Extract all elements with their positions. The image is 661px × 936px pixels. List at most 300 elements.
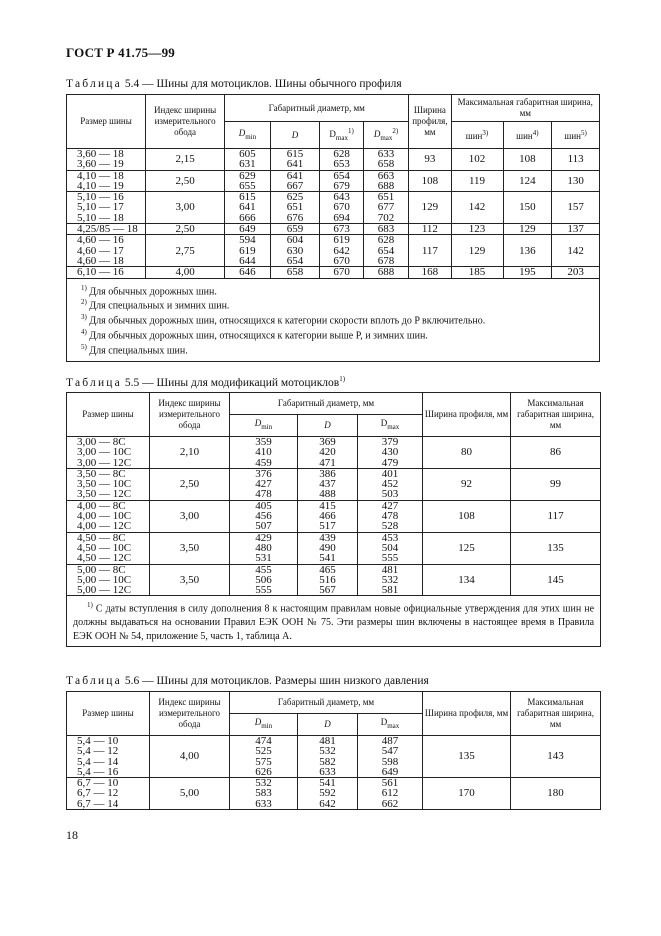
col-diameter: Габаритный диаметр, мм [225, 95, 409, 122]
cell-dmin [230, 468, 298, 500]
cell-dmax-line: 430 [381, 446, 399, 459]
cell-size-line: 5,4 — 12 [77, 745, 119, 758]
table-5-4-caption: Таблица 5.4 — Шины для мотоциклов. Шины обычного профиля [66, 78, 402, 90]
note-2: $^{2)}$ Для специальных и зимних шин. [81, 298, 230, 312]
cell-dmax [358, 437, 423, 469]
cell-dmax2-line: 663 [377, 169, 395, 182]
table-row [67, 778, 601, 810]
cell-size-line: 4,50 — 12С [77, 552, 132, 565]
cell-size-line: 4,10 — 18 [77, 169, 124, 182]
note-5: $^{5)}$ Для специальных шин. [81, 342, 188, 357]
cell-rim: 3,50 [150, 532, 230, 564]
cell-dmax1-line: 670 [333, 266, 350, 279]
col-tire3: шин$^{3)}$ [451, 122, 503, 149]
cell-width: 93 [409, 149, 451, 171]
cell-size [67, 778, 150, 810]
cell-dmin-line: 633 [255, 797, 272, 810]
cell-size-line: 5,4 — 14 [77, 755, 119, 768]
cell-dmin-line: 555 [255, 584, 272, 597]
table-row [67, 149, 600, 171]
cell-maxw: 135 [511, 532, 601, 564]
cell-dmax2-line: 658 [377, 158, 395, 171]
col-max-width: Максимальная габаритная ширина, мм [511, 393, 601, 437]
cell-size-line: 4,00 — 10С [77, 510, 132, 523]
cell-d-line: 517 [319, 520, 336, 533]
cell-d-line: 369 [319, 436, 336, 448]
cell-dmin [225, 224, 270, 235]
cell-size-line: 4,00 — 12С [77, 520, 132, 533]
cell-size-line: 3,00 — 8С [77, 436, 126, 448]
col-d: D [298, 415, 358, 437]
cell-dmax1-line: 670 [333, 201, 350, 214]
col-dmax2: $D_{max}^{2)}$ [363, 122, 408, 149]
cell-dmax-line: 479 [381, 456, 399, 469]
table-row [67, 500, 601, 532]
cell-dmin [225, 192, 270, 224]
cell-d [298, 468, 358, 500]
cell-width: 135 [423, 736, 511, 778]
cell-dmax2 [363, 192, 408, 224]
cell-dmax-line: 555 [381, 552, 399, 565]
cell-dmax2-line: 628 [377, 234, 395, 247]
col-max-width: Максимальная габаритная ширина, мм [451, 95, 599, 122]
cell-d-line: 386 [319, 467, 336, 480]
cell-dmin-line: 666 [239, 211, 256, 224]
cell-d [298, 564, 358, 596]
cell-width: 117 [409, 235, 451, 267]
cell-size-line: 6,7 — 10 [77, 777, 119, 790]
cell-width: 168 [409, 267, 451, 278]
col-d: D [270, 122, 320, 149]
cell-size-line: 3,50 — 10С [77, 478, 132, 491]
document-header: ГОСТ Р 41.75—99 [66, 45, 175, 60]
cell-w4: 136 [503, 235, 552, 267]
cell-dmin-line: 506 [255, 573, 272, 586]
cell-dmax2-line: 678 [377, 254, 395, 267]
cell-d-line: 592 [319, 787, 336, 800]
cell-width: 112 [409, 224, 451, 235]
col-dmax: $D_{max}$ [358, 714, 423, 736]
cell-size-line: 5,4 — 16 [77, 765, 119, 778]
col-rim: Индекс ширины измерительного обода [150, 393, 230, 437]
cell-size [67, 170, 146, 192]
cell-dmax2-line: 688 [377, 266, 395, 279]
col-size: Размер шины [67, 393, 150, 437]
cell-d-line: 488 [319, 488, 336, 501]
note-4: $^{4)}$ Для обычных дорожных шин, относящихся к категории выше P, и зимних шин. [81, 328, 428, 342]
cell-dmax2-line: 633 [377, 148, 395, 160]
cell-rim: 5,00 [150, 778, 230, 810]
cell-w4: 108 [503, 149, 552, 171]
cell-size-line: 4,50 — 10С [77, 541, 132, 554]
cell-d-line: 439 [319, 531, 336, 544]
cell-dmin-line: 376 [255, 467, 272, 480]
cell-d [270, 267, 320, 278]
cell-dmax-line: 453 [381, 531, 399, 544]
cell-size-line: 5,4 — 10 [77, 735, 119, 747]
note-3: $^{3)}$ Для обычных дорожных шин, относящихся к категории скорости вплоть до P включительно. [81, 313, 486, 327]
cell-dmax [358, 532, 423, 564]
cell-w5: 113 [552, 149, 600, 171]
cell-dmin-line: 525 [255, 745, 272, 758]
cell-rim: 2,50 [146, 224, 225, 235]
cell-d-line: 582 [319, 755, 336, 768]
cell-dmax-line: 452 [381, 478, 399, 491]
cell-size-line: 5,00 — 10С [77, 573, 132, 586]
cell-d [270, 224, 320, 235]
cell-dmin-line: 594 [239, 234, 256, 247]
cell-size [67, 235, 146, 267]
cell-size-line: 5,00 — 12С [77, 584, 132, 597]
cell-size-line: 6,7 — 12 [77, 787, 119, 800]
cell-rim: 2,10 [150, 437, 230, 469]
cell-d-line: 420 [319, 446, 336, 459]
cell-d-line: 667 [286, 179, 304, 192]
cell-size-line: 5,10 — 17 [77, 201, 124, 214]
cell-size-line: 4,10 — 19 [77, 179, 124, 192]
cell-size-line: 4,50 — 8С [77, 531, 126, 544]
cell-dmax-line: 481 [381, 563, 399, 576]
cell-d [298, 532, 358, 564]
cell-size-line: 4,60 — 17 [77, 244, 124, 257]
cell-d [270, 149, 320, 171]
cell-d-line: 466 [319, 510, 336, 523]
cell-dmax1-line: 619 [333, 234, 350, 247]
cell-size-line: 5,00 — 8С [77, 563, 126, 576]
cell-d-line: 630 [286, 244, 304, 257]
cell-size [67, 267, 146, 278]
cell-dmax1 [320, 192, 363, 224]
cell-d-line: 615 [286, 148, 304, 160]
cell-rim: 3,00 [146, 192, 225, 224]
cell-size-line: 4,00 — 8С [77, 499, 126, 512]
cell-dmax2-line: 702 [377, 211, 395, 224]
cell-size-line: 5,10 — 18 [77, 211, 124, 224]
cell-d [298, 500, 358, 532]
cell-dmax2-line: 677 [377, 201, 395, 214]
cell-size-line: 3,50 — 8С [77, 467, 126, 480]
col-diameter: Габаритный диаметр, мм [230, 692, 423, 714]
col-tire5: шин$^{5)}$ [552, 122, 600, 149]
cell-dmin-line: 459 [255, 456, 272, 469]
cell-width: 125 [423, 532, 511, 564]
cell-size-line: 3,60 — 19 [77, 158, 124, 171]
cell-d-line: 641 [286, 169, 304, 182]
cell-d-line: 642 [319, 797, 336, 810]
cell-dmax2-line: 688 [377, 179, 395, 192]
cell-size-line: 3,00 — 10С [77, 446, 132, 459]
cell-rim: 3,00 [150, 500, 230, 532]
cell-d-line: 490 [319, 541, 336, 554]
cell-rim: 2,50 [146, 170, 225, 192]
cell-w5: 130 [552, 170, 600, 192]
cell-maxw: 143 [511, 736, 601, 778]
cell-dmax1-line: 653 [333, 158, 350, 171]
cell-w5: 203 [552, 267, 600, 278]
cell-d-line: 465 [319, 563, 336, 576]
cell-dmax [358, 778, 423, 810]
cell-width: 129 [409, 192, 451, 224]
col-dmin: $D_{min}$ [225, 122, 270, 149]
cell-dmin [230, 736, 298, 778]
cell-size [67, 500, 150, 532]
cell-dmin-line: 644 [239, 254, 256, 267]
cell-dmax1 [320, 224, 363, 235]
cell-dmax-line: 401 [381, 467, 399, 480]
cell-dmax-line: 598 [381, 755, 399, 768]
cell-dmax1 [320, 170, 363, 192]
col-dmin: $D_{min}$ [230, 415, 298, 437]
cell-dmin-line: 532 [255, 777, 272, 790]
cell-rim: 3,50 [150, 564, 230, 596]
cell-d-line: 541 [319, 777, 336, 790]
cell-size [67, 192, 146, 224]
cell-maxw: 117 [511, 500, 601, 532]
cell-d-line: 532 [319, 745, 336, 758]
col-width: Ширина профиля, мм [409, 95, 451, 149]
cell-w3: 102 [451, 149, 503, 171]
cell-size-line: 3,00 — 12С [77, 456, 132, 469]
cell-d-line: 604 [286, 234, 304, 247]
cell-d-line: 625 [286, 191, 304, 204]
cell-dmin-line: 575 [255, 755, 272, 768]
cell-dmax-line: 662 [381, 797, 399, 810]
cell-maxw: 180 [511, 778, 601, 810]
cell-d [270, 170, 320, 192]
cell-dmax-line: 379 [381, 436, 399, 448]
cell-maxw: 145 [511, 564, 601, 596]
cell-dmax2 [363, 170, 408, 192]
cell-w3: 185 [451, 267, 503, 278]
cell-dmin [230, 778, 298, 810]
cell-dmin-line: 507 [255, 520, 272, 533]
cell-dmax1 [320, 149, 363, 171]
cell-dmax1-line: 642 [333, 244, 350, 257]
cell-width: 80 [423, 437, 511, 469]
cell-dmax-line: 547 [381, 745, 399, 758]
cell-size-line: 6,10 — 16 [77, 266, 124, 279]
cell-size-line: 6,7 — 14 [77, 797, 119, 810]
cell-dmax [358, 468, 423, 500]
cell-dmax2-line: 654 [377, 244, 395, 257]
cell-d-line: 567 [319, 584, 336, 597]
cell-dmin-line: 429 [255, 531, 272, 544]
cell-rim: 4,00 [150, 736, 230, 778]
cell-dmin-line: 629 [239, 169, 256, 182]
cell-dmin [225, 149, 270, 171]
cell-width: 170 [423, 778, 511, 810]
cell-w5: 142 [552, 235, 600, 267]
cell-d-line: 658 [286, 266, 304, 279]
table-row [67, 224, 600, 235]
cell-dmax1 [320, 267, 363, 278]
col-rim: Индекс ширины измерительного обода [150, 692, 230, 736]
note-1: $^{1)}$ Для обычных дорожных шин. [81, 283, 217, 297]
cell-d [270, 192, 320, 224]
cell-dmax2 [363, 224, 408, 235]
cell-size [67, 736, 150, 778]
cell-size-line: 3,60 — 18 [77, 148, 124, 160]
cell-dmin [230, 532, 298, 564]
table-5-6 [66, 691, 601, 810]
cell-dmin [225, 170, 270, 192]
cell-dmax [358, 564, 423, 596]
cell-d [298, 736, 358, 778]
cell-size-line: 5,10 — 16 [77, 191, 124, 204]
cell-w5: 137 [552, 224, 600, 235]
cell-rim: 2,75 [146, 235, 225, 267]
cell-size [67, 564, 150, 596]
cell-dmax [358, 500, 423, 532]
table-5-5-caption: Таблица 5.5 — Шины для модификаций мотоциклов$^{1)}$ [66, 375, 346, 389]
cell-dmax1-line: 643 [333, 191, 350, 204]
col-width: Ширина профиля, мм [423, 692, 511, 736]
cell-rim: 2,15 [146, 149, 225, 171]
cell-d-line: 481 [319, 735, 336, 747]
cell-rim: 2,50 [150, 468, 230, 500]
col-width: Ширина профиля, мм [423, 393, 511, 437]
cell-dmax1 [320, 235, 363, 267]
cell-dmin-line: 626 [255, 765, 272, 778]
cell-size-line: 4,60 — 16 [77, 234, 124, 247]
col-dmax1: $D_{max}^{1)}$ [320, 122, 363, 149]
cell-dmin-line: 359 [255, 436, 272, 448]
cell-dmin-line: 456 [255, 510, 272, 523]
cell-dmin-line: 655 [239, 179, 256, 192]
cell-dmin-line: 455 [255, 563, 272, 576]
col-max-width: Максимальная габаритная ширина, мм [511, 692, 601, 736]
cell-d-line: 541 [319, 552, 336, 565]
cell-maxw: 86 [511, 437, 601, 469]
cell-maxw: 99 [511, 468, 601, 500]
cell-dmin-line: 605 [239, 148, 256, 160]
cell-d-line: 651 [286, 201, 304, 214]
cell-w4: 150 [503, 192, 552, 224]
cell-w4: 124 [503, 170, 552, 192]
cell-dmax-line: 478 [381, 510, 399, 523]
cell-w5: 157 [552, 192, 600, 224]
cell-dmax1-line: 679 [333, 179, 350, 192]
cell-d [270, 235, 320, 267]
cell-size-line: 3,50 — 12С [77, 488, 132, 501]
table-5-4-notes [67, 278, 600, 361]
cell-dmin-line: 649 [239, 223, 256, 236]
cell-dmax [358, 736, 423, 778]
cell-dmax2 [363, 235, 408, 267]
cell-w4: 195 [503, 267, 552, 278]
cell-dmax1-line: 673 [333, 223, 350, 236]
cell-w3: 119 [451, 170, 503, 192]
cell-dmax1-line: 628 [333, 148, 350, 160]
cell-dmin-line: 474 [255, 735, 272, 747]
cell-dmin [230, 437, 298, 469]
cell-dmin-line: 619 [239, 244, 256, 257]
cell-width: 134 [423, 564, 511, 596]
table-row [67, 736, 601, 778]
cell-dmin-line: 480 [255, 541, 272, 554]
col-rim: Индекс ширины измерительного обода [146, 95, 225, 149]
cell-dmax2 [363, 267, 408, 278]
cell-size [67, 149, 146, 171]
cell-dmin-line: 410 [255, 446, 272, 459]
cell-w3: 129 [451, 235, 503, 267]
cell-d [298, 437, 358, 469]
table-5-5 [66, 392, 601, 647]
cell-dmin-line: 531 [255, 552, 272, 565]
cell-size-line: 4,25/85 — 18 [77, 223, 138, 236]
cell-dmin-line: 615 [239, 191, 256, 204]
table-5-6-caption: Таблица 5.6 — Шины для мотоциклов. Размеры шин низкого давления [66, 675, 429, 687]
cell-dmax-line: 612 [381, 787, 399, 800]
cell-dmax-line: 532 [381, 573, 399, 586]
cell-d-line: 641 [286, 158, 304, 171]
cell-size-line: 4,60 — 18 [77, 254, 124, 267]
cell-w3: 123 [451, 224, 503, 235]
cell-dmin [230, 564, 298, 596]
page-number: 18 [66, 828, 78, 842]
cell-dmax-line: 427 [381, 499, 399, 512]
col-d: D [298, 714, 358, 736]
cell-dmin-line: 427 [255, 478, 272, 491]
table-row [67, 437, 601, 469]
cell-width: 108 [409, 170, 451, 192]
cell-d-line: 654 [286, 254, 304, 267]
col-diameter: Габаритный диаметр, мм [230, 393, 423, 415]
table-row [67, 235, 600, 267]
cell-d-line: 471 [319, 456, 336, 469]
cell-w4: 129 [503, 224, 552, 235]
table-5-4 [66, 94, 600, 362]
cell-d-line: 516 [319, 573, 336, 586]
table-row [67, 267, 600, 278]
cell-dmax-line: 581 [381, 584, 399, 597]
cell-size [67, 224, 146, 235]
table-5-5-note: $^{1)}$ С даты вступления в силу дополнения 8 к настоящим правилам новые официальные утверждения для этих шин не должны выдаваться на основании Правил ЕЭК ООН № 75. Эти размеры шин включены в настоящее время в Правила ЕЭК ООН № 54, приложение 5, часть 1, таблица А. [67, 596, 601, 647]
cell-size [67, 532, 150, 564]
cell-dmin [225, 235, 270, 267]
table-row [67, 170, 600, 192]
col-size: Размер шины [67, 95, 146, 149]
cell-dmax-line: 649 [381, 765, 399, 778]
cell-dmax1-line: 694 [333, 211, 350, 224]
cell-dmin [230, 500, 298, 532]
cell-dmax-line: 503 [381, 488, 399, 501]
cell-width: 92 [423, 468, 511, 500]
cell-d-line: 676 [286, 211, 304, 224]
cell-rim: 4,00 [146, 267, 225, 278]
col-dmin: $D_{min}$ [230, 714, 298, 736]
col-size: Размер шины [67, 692, 150, 736]
cell-width: 108 [423, 500, 511, 532]
cell-dmax-line: 487 [381, 735, 399, 747]
cell-d-line: 659 [286, 223, 304, 236]
table-row [67, 192, 600, 224]
cell-size [67, 437, 150, 469]
cell-dmax1-line: 670 [333, 254, 350, 267]
cell-dmin [225, 267, 270, 278]
col-dmax: $D_{max}$ [358, 415, 423, 437]
cell-dmin-line: 405 [255, 499, 272, 512]
cell-dmin-line: 641 [239, 201, 256, 214]
table-row [67, 468, 601, 500]
cell-dmin-line: 478 [255, 488, 272, 501]
cell-dmax2-line: 651 [377, 191, 395, 204]
col-tire4: шин$^{4)}$ [503, 122, 552, 149]
cell-d [298, 778, 358, 810]
cell-dmax-line: 561 [381, 777, 399, 790]
cell-dmin-line: 646 [239, 266, 256, 279]
cell-d-line: 437 [319, 478, 336, 491]
